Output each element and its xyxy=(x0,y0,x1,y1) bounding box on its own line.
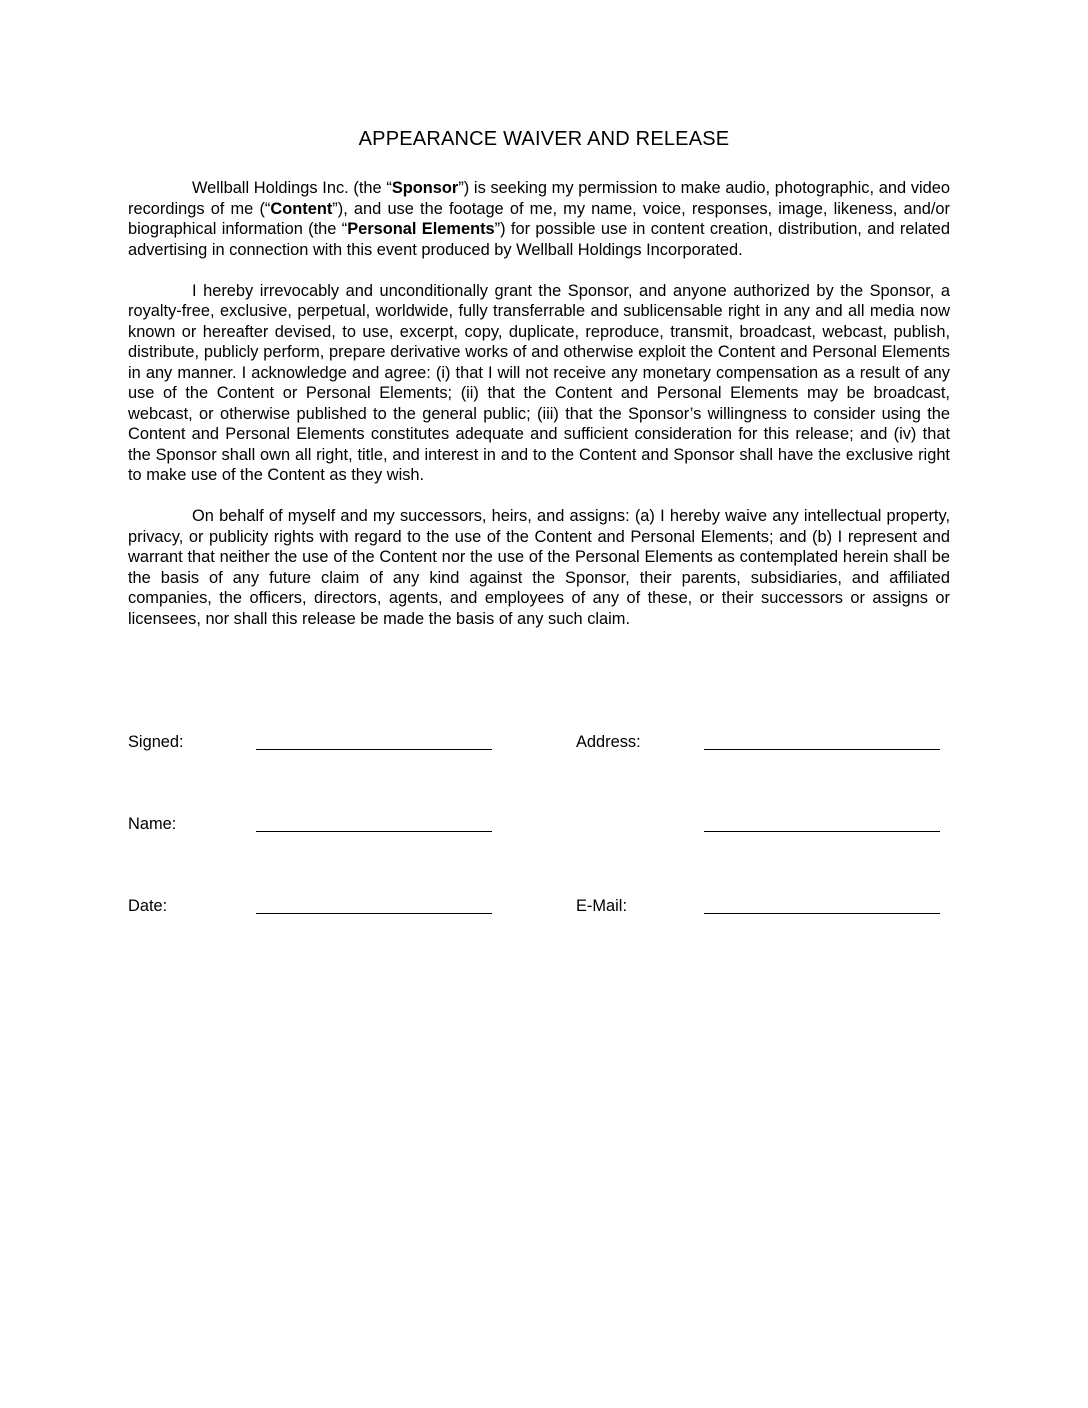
paragraph-grant: I hereby irrevocably and unconditionally grant the Sponsor, and anyone authorized by the Sponsor, a royalty-free, exclusive, perpetual, worldwide, fully transferrable and sublicensable right in any and all media now known or hereafter devised, to use, excerpt, copy, duplicate, reproduce, transmit, broadcast, webcast, publish, distribute, publicly perform, prepare derivative works of and otherwise exploit the Content and Personal Elements in any manner. I acknowledge and agree: (i) that I will not receive any monetary compensation as a result of any use of the Content or Personal Elements; (ii) that the Content and Personal Elements may be broadcast, webcast, or otherwise published to the general public; (iii) that the Sponsor’s willingness to consider using the Content and Personal Elements constitutes adequate and sufficient consideration for this release; and (iv) that the Sponsor shall own all right, title, and interest in and to the Content and Sponsor shall have the exclusive right to make use of the Content as they wish. xyxy=(128,281,950,484)
name-line[interactable] xyxy=(256,831,492,832)
address-label: Address: xyxy=(576,733,641,751)
term-personal-elements: Personal Elements xyxy=(347,220,495,238)
signed-line[interactable] xyxy=(256,749,492,750)
address-line-2[interactable] xyxy=(704,831,940,832)
email-line[interactable] xyxy=(704,913,940,914)
address-line-1[interactable] xyxy=(704,749,940,750)
email-label: E-Mail: xyxy=(576,897,627,915)
p1-text-2: ”) is seeking my permission to make audio, photographic, and video recordings of me (“ xyxy=(128,179,951,218)
term-sponsor: Sponsor xyxy=(391,179,459,197)
p1-text-1: Wellball Holdings Inc. (the “ xyxy=(192,179,392,197)
term-content: Content xyxy=(270,199,333,218)
document-title: APPEARANCE WAIVER AND RELEASE xyxy=(358,128,730,150)
p1-text-4: ”) for possible use in content creation, distribution, and related advertising in connection with this event produced by Wellball Holdings Incorporated. xyxy=(128,220,951,259)
p1-text-3: ”), and use the footage of me, my name, voice, responses, image, likeness, and/or biographical information (the “ xyxy=(128,199,951,238)
signed-label: Signed: xyxy=(128,733,184,751)
name-label: Name: xyxy=(128,815,177,833)
date-label: Date: xyxy=(128,897,168,915)
date-line[interactable] xyxy=(256,913,492,914)
paragraph-waiver: On behalf of myself and my successors, heirs, and assigns: (a) I hereby waive any intellectual property, privacy, or publicity rights with regard to the use of the Content and Personal Elements; and (b) I represent and warrant that neither the use of the Content nor the use of the Personal Elements as contemplated herein shall be the basis of any future claim of any kind against the Sponsor, their parents, subsidiaries, and affiliated companies, the officers, directors, agents, and employees of any of these, or their successors or assigns or licensees, nor shall this release be made the basis of any such claim. xyxy=(128,507,950,628)
